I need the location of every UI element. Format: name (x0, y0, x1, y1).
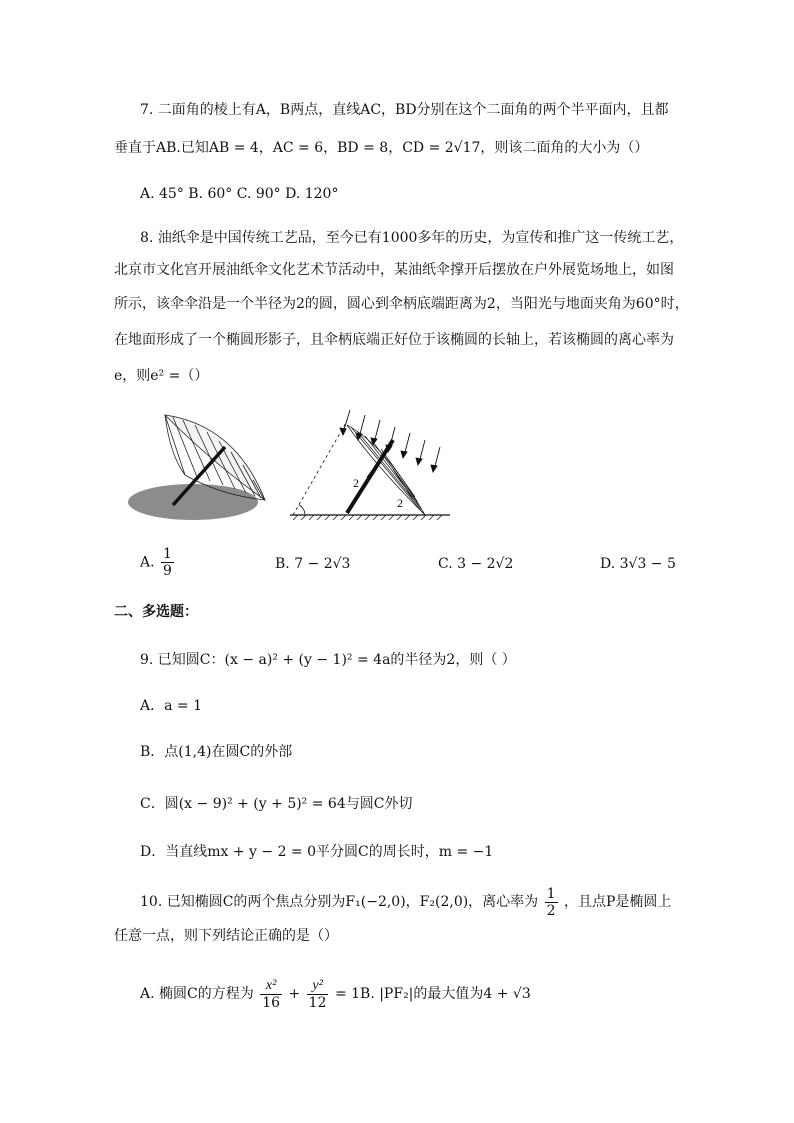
q10-eccentricity-denominator: 2 (546, 902, 556, 919)
q10-option-a-plus: + (288, 986, 301, 1002)
q10-line-1-post: ，且点P是椭圆上 (564, 894, 672, 910)
q8-line-3: 所示，该伞伞沿是一个半径为2的圆，圆心到伞柄底端距离为2，当阳光与地面夹角为60°时， (114, 296, 689, 312)
q9-option-b: B．点(1,4)在圆C的外部 (140, 744, 293, 760)
q9-option-c: C．圆(x − 9)² + (y + 5)² = 64与圆C外切 (140, 796, 413, 812)
q10-line-1-pre: 10. 已知椭圆C的两个焦点分别为F₁(−2,0)，F₂(2,0)，离心率为 (140, 894, 539, 910)
q7-options: A. 45° B. 60° C. 90° D. 120° (140, 186, 339, 202)
q10-option-a-x-numerator: x² (260, 978, 282, 995)
q8-line-4: 在地面形成了一个椭圆形影子，且伞柄底端正好位于该椭圆的长轴上，若该椭圆的离心率为 (114, 332, 674, 348)
q10-line-2: 任意一点，则下列结论正确的是（） (114, 928, 338, 944)
dimension-arrow-b (393, 469, 413, 499)
q10-option-a (140, 974, 531, 1014)
figure-label-b: 2 (397, 496, 403, 510)
q8-option-a (140, 546, 176, 579)
q8-line-2: 北京市文化宫开展油纸伞文化艺术节活动中，某油纸伞撑开后摆放在户外展览场地上，如图 (114, 262, 674, 278)
q10-option-a-fraction-x (260, 978, 282, 1011)
q8-option-a-label: A. (140, 554, 155, 571)
q9-stem: 9. 已知圆C：(x − a)² + (y − 1)² = 4a的半径为2，则（ ） (140, 652, 516, 668)
shadow-diagram (285, 405, 455, 525)
q8-option-d: D. 3√3 − 5 (600, 556, 676, 572)
ground-hatching (293, 515, 442, 520)
q10-option-a-y-numerator: y² (307, 978, 329, 995)
q10-option-a-y-denominator: 12 (308, 994, 327, 1011)
figure-label-a: 2 (353, 476, 359, 490)
q9-option-a: A．a = 1 (140, 698, 202, 714)
q10-option-a-fraction-y (307, 978, 329, 1011)
q8-option-a-numerator: 1 (163, 546, 172, 562)
q10-option-a-pre: A. 椭圆C的方程为 (140, 986, 254, 1002)
q10-eccentricity (545, 886, 558, 919)
q10-line-1 (140, 882, 671, 922)
dashed-sun-ray (293, 421, 347, 515)
q7-line-2: 垂直于AB.已知AB = 4，AC = 6，BD = 8，CD = 2√17，则该二面角的大小为（） (114, 140, 649, 156)
q10-option-a-post: = 1B. |PF₂|的最大值为4 + √3 (334, 986, 531, 1002)
q8-line-5: e，则e² =（） (114, 368, 209, 384)
q8-option-b: B. 7 − 2√3 (275, 556, 351, 572)
dimension-arrow-a (367, 457, 383, 477)
q8-line-1: 8. 油纸伞是中国传统工艺品，至今已有1000多年的历史，为宣传和推广这一传统工艺， (140, 230, 684, 246)
q8-option-a-denominator: 9 (163, 563, 172, 579)
section-title: 二、多选题： (114, 604, 198, 620)
q10-eccentricity-numerator: 1 (546, 885, 556, 902)
umbrella-shadow (128, 484, 258, 520)
q7-line-1: 7. 二面角的棱上有A，B两点，直线AC，BD分别在这个二面角的两个半平面内，且都 (140, 102, 669, 118)
q10-option-a-x-denominator: 16 (262, 994, 281, 1011)
q8-option-c: C. 3 − 2√2 (438, 556, 514, 572)
angle-arc (299, 505, 305, 515)
umbrella-figure (125, 405, 275, 525)
q8-option-a-fraction (161, 546, 174, 579)
q9-option-d: D．当直线mx + y − 2 = 0平分圆C的周长时，m = −1 (140, 844, 494, 860)
